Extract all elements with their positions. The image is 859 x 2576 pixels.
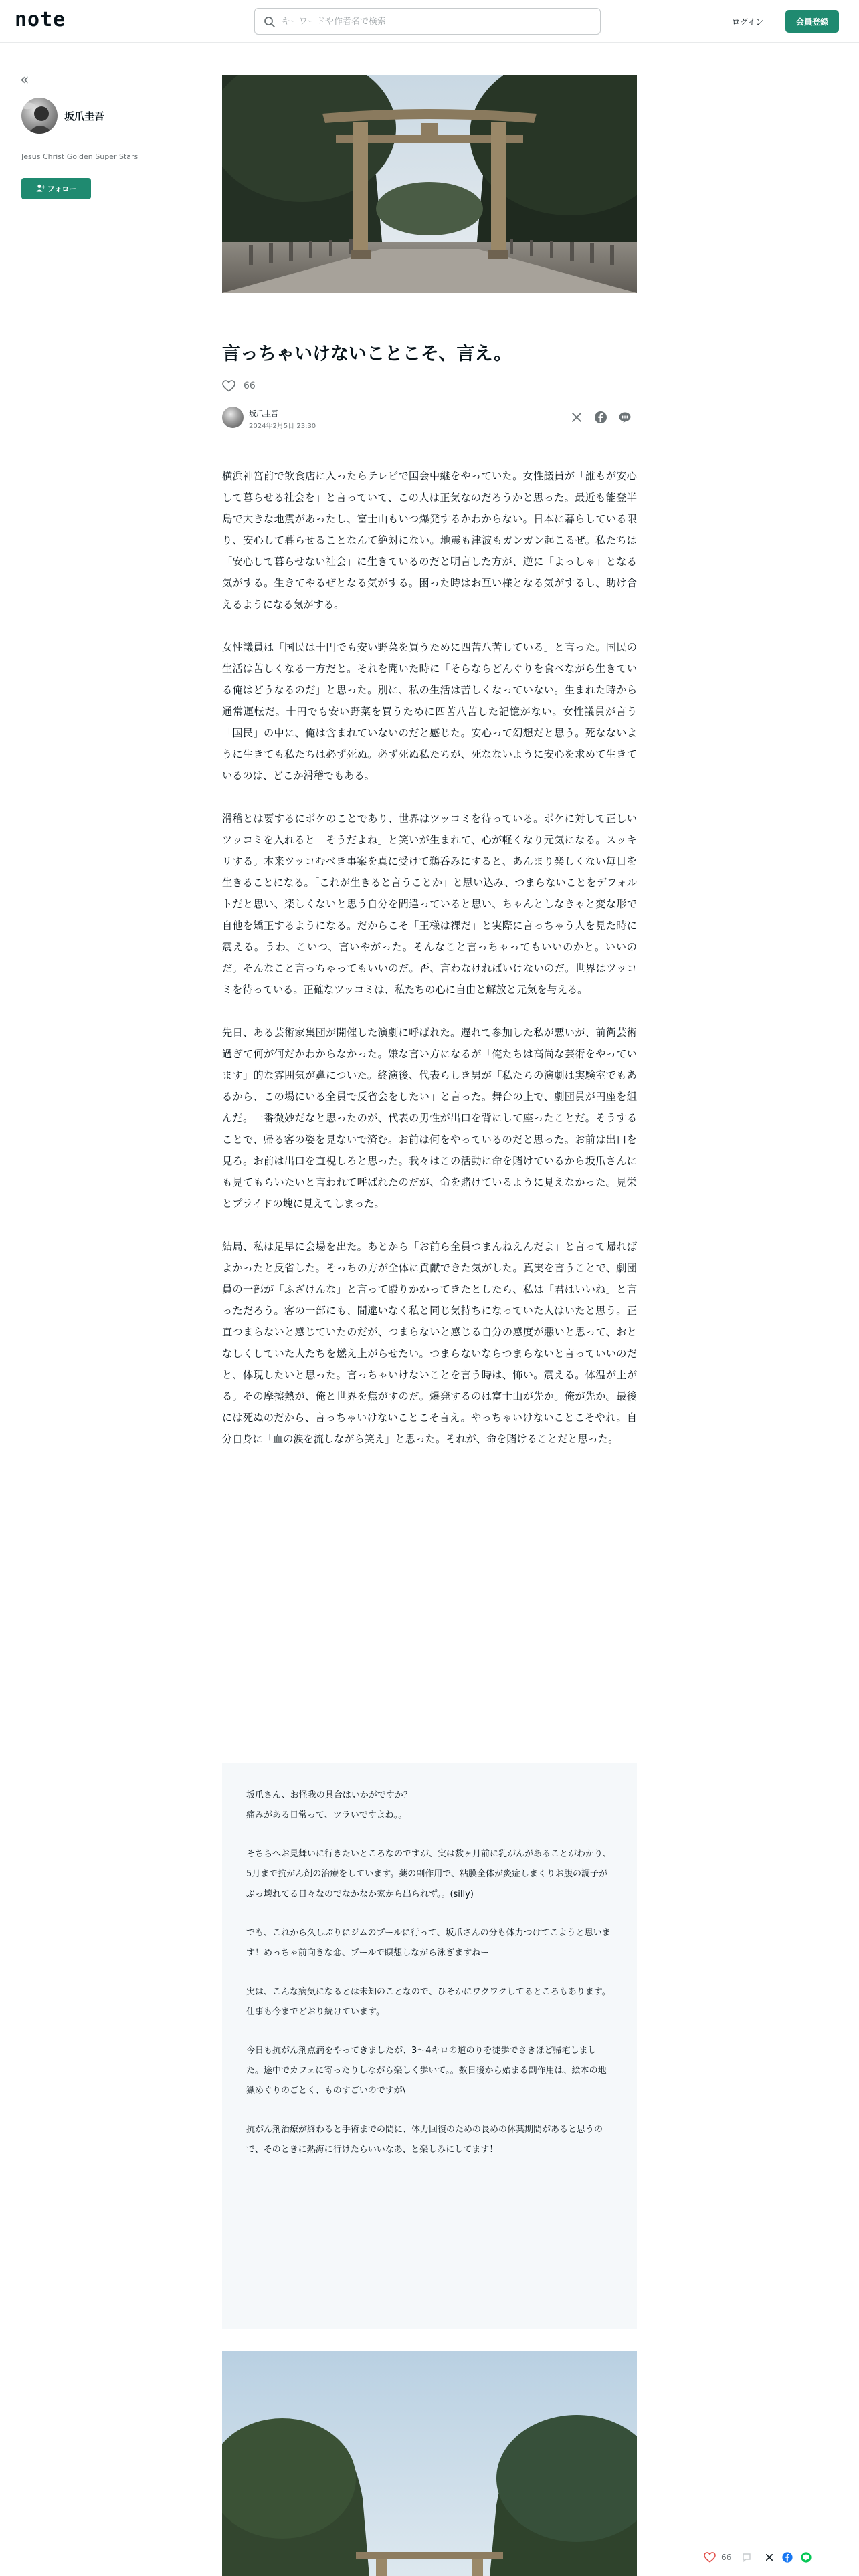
- heart-icon[interactable]: [222, 380, 235, 392]
- article-body: [222, 465, 637, 1471]
- search-box[interactable]: [254, 8, 601, 35]
- like-count[interactable]: 66: [244, 381, 256, 391]
- quote-paragraph: 坂爪さん、お怪我の具合はいかがですか？ 痛みがある日常って、ツラいですよね。。: [246, 1790, 412, 1820]
- article-paragraph: 横浜神宮前で飲食店に入ったらテレビで国会中継をやっていた。女性議員が「誰もが安心して暮らせる社会を」と言っていて、この人は正気なのだろうかと思った。最近も能登半島で大きな地震があったし、富士山もいつ爆発するかわからない。日本に暮らしている限り、安心して暮らせることなんて絶対にない。地震も津波もガンガン起こるぜ。私たちは「安心して暮らせない社会」に生きているのだと明言した方が、逆に「よっしゃ」となる気がする。生きてやるぜとなる気がする。困った時はお互い様となる気がするし、助け合えるようになる気がする。: [222, 470, 637, 611]
- line-icon[interactable]: [801, 2552, 812, 2563]
- article-paragraph: 女性議員は「国民は十円でも安い野菜を買うために四苦八苦している」と言った。国民の生活は苦しくなる一方だと。それを聞いた時に「そらならどんぐりを食べながら生きている俺はどうなるのだ」と思った。別に、私の生活は苦しくなっていない。生まれた時から通常運転だ。十円でも安い野菜を買うために四苦八苦した記憶がない。女性議員が言う「国民」の中に、俺は含まれていないのだと感じた。安心って幻想だと思う。死なないように生きても私たちは必ず死ぬ。必ず死ぬ私たちが、死なないように安心を求めて生きているのは、どこか滑稽でもある。: [222, 641, 637, 782]
- quote-paragraph: 実は、こんな病気になるとは未知のことなので、ひそかにワクワクしてるところもあります。仕事も今までどおり続けています。: [246, 1987, 611, 2017]
- article-date: 2024年2月5日 23:30: [249, 423, 316, 430]
- facebook-icon[interactable]: [782, 2552, 793, 2563]
- search-icon: [263, 15, 276, 29]
- login-button[interactable]: ログイン: [724, 11, 771, 31]
- torii-gate-photo: [222, 75, 637, 293]
- author-bio: Jesus Christ Golden Super Stars: [21, 152, 138, 161]
- follow-button[interactable]: [21, 178, 91, 199]
- search-input[interactable]: [282, 9, 589, 34]
- follow-label: フォロー: [47, 185, 77, 193]
- meta-author-name[interactable]: 坂爪圭吾: [249, 409, 278, 418]
- quote-paragraph: 抗がん剤治療が終わると手術までの間に、体力回復のための長めの休薬期間があると思うので、そのときに熱海に行けたらいいなあ、と楽しみにしてます！: [246, 2125, 603, 2155]
- article-title: 言っちゃいけないことこそ、言え。: [222, 344, 512, 364]
- float-like-count[interactable]: 66: [721, 2553, 732, 2562]
- signup-button[interactable]: 会員登録: [785, 10, 839, 33]
- x-icon[interactable]: [765, 2553, 774, 2562]
- avatar-portrait-image: [21, 98, 58, 134]
- article-paragraph: 結局、私は足早に会場を出た。あとから「お前ら全員つまんねえんだよ」と言って帰ればよかったと反省した。そっちの方が全体に貢献できた気がした。真実を言うことで、劇団員の一部が「ふざけんな」と言って殴りかかってきたとしたら、私は「君はいいね」と言っただろう。客の一部にも、間違いなく私と同じ気持ちになっていた人はいたと思う。正直つまらないと感じていたのだが、つまらないと感じる自分の感度が悪いと思って、おとなしくしていた人たちを燃え上がらせたい。つまらないならつまらないと言っていいのだと、体現したいと思った。言っちゃいけないことを言う時は、怖い。震える。体温が上がる。その摩擦熱が、俺と世界を焦がすのだ。爆発するのは富士山が先か。俺が先か。最後には死ぬのだから、言っちゃいけないことこそ言え。やっちゃいけないことこそやれ。自分自身に「血の涙を流しながら笑え」と思った。それが、命を賭けることだと思った。: [222, 1241, 637, 1445]
- x-icon[interactable]: [570, 411, 583, 424]
- shrine-trees-photo: [222, 2351, 637, 2576]
- quoted-message: [222, 1763, 637, 2329]
- like-row: [222, 378, 256, 394]
- author-name[interactable]: 坂爪圭吾: [64, 110, 105, 122]
- note-logo[interactable]: note: [15, 8, 66, 31]
- article-paragraph: 先日、ある芸術家集団が開催した演劇に呼ばれた。遅れて参加した私が悪いが、前衛芸術過ぎて何が何だかわからなかった。嫌な言い方になるが「俺たちは高尚な芸術をやっています」的な雰囲気が鼻についた。終演後、代表らしき男が「私たちの演劇は実験室でもあるから、この場にいる全員で反省会をしたい」と言った。舞台の上で、劇団員が円座を組んだ。一番微妙だなと思ったのが、代表の男性が出口を背にして座ったことだ。そうすることで、帰る客の姿を見ないで済む。お前は何をやっているのだと思った。お前は出口を見ろ。お前は出口を直視しろと思った。我々はこの活動に命を賭けているから坂爪さんにも見てもらいたいと言われて呼ばれたのだが、命を賭けているように見えなかった。見栄とプライドの塊に見えてしまった。: [222, 1027, 637, 1210]
- hero-image: [222, 75, 637, 293]
- site-header: [0, 0, 859, 43]
- double-chevron-left-icon[interactable]: «: [20, 72, 29, 88]
- facebook-icon[interactable]: [594, 411, 607, 424]
- floating-action-bar: [704, 2549, 812, 2565]
- quote-paragraph: 今日も抗がん剤点滴をやってきましたが、3〜4キロの道のりを徒歩でさきほど帰宅しました。途中でカフェに寄ったりしながら楽しく歩いて。。数日後から始まる副作用は、絵本の地獄めぐりのごとく、ものすごいのですが\: [246, 2046, 607, 2096]
- heart-icon[interactable]: [704, 2552, 716, 2563]
- comment-icon[interactable]: [742, 2553, 751, 2562]
- meta-author-avatar[interactable]: [222, 407, 244, 428]
- quote-paragraph: そちらへお見舞いに行きたいところなのですが、実は数ヶ月前に乳がんがあることがわかり、5月まで抗がん剤の治療をしています。薬の副作用で、粘膜全体が炎症しまくりお腹の調子がぶっ壊れてる日々なのでなかなか家から出られず。。(silly): [246, 1849, 612, 1899]
- line-icon[interactable]: [618, 411, 632, 424]
- article-paragraph: 滑稽とは要するにボケのことであり、世界はツッコミを待っている。ボケに対して正しいツッコミを入れると「そうだよね」と笑いが生まれて、心が軽くなり元気になる。スッキリする。本来ツッコむべき事案を真に受けて鵜呑みにすると、あんまり楽しくない毎日を生きることになる。「これが生きると言うことか」と思い込み、つまらないことをデフォルトだと思い、楽しくないと思う自分を間違っていると思い、ちゃんとしなきゃと変な形で自他を矯正するようになる。だからこそ「王様は裸だ」と実際に言っちゃう人を見た時に震える。うわ、こいつ、言いやがった。そんなこと言っちゃってもいいのかと。いいのだ。そんなこと言っちゃってもいいのだ。否、言わなければいけないのだ。世界はツッコミを待っている。正確なツッコミは、私たちの心に自由と解放と元気を与える。: [222, 813, 637, 996]
- article-photo: [222, 2351, 637, 2576]
- person-plus-icon: [36, 184, 45, 192]
- author-avatar[interactable]: [21, 98, 58, 134]
- quote-paragraph: でも、これから久しぶりにジムのプールに行って、坂爪さんの分も体力つけてこようと思います！めっちゃ前向きな恋、プールで瞑想しながら泳ぎますねー: [246, 1928, 611, 1958]
